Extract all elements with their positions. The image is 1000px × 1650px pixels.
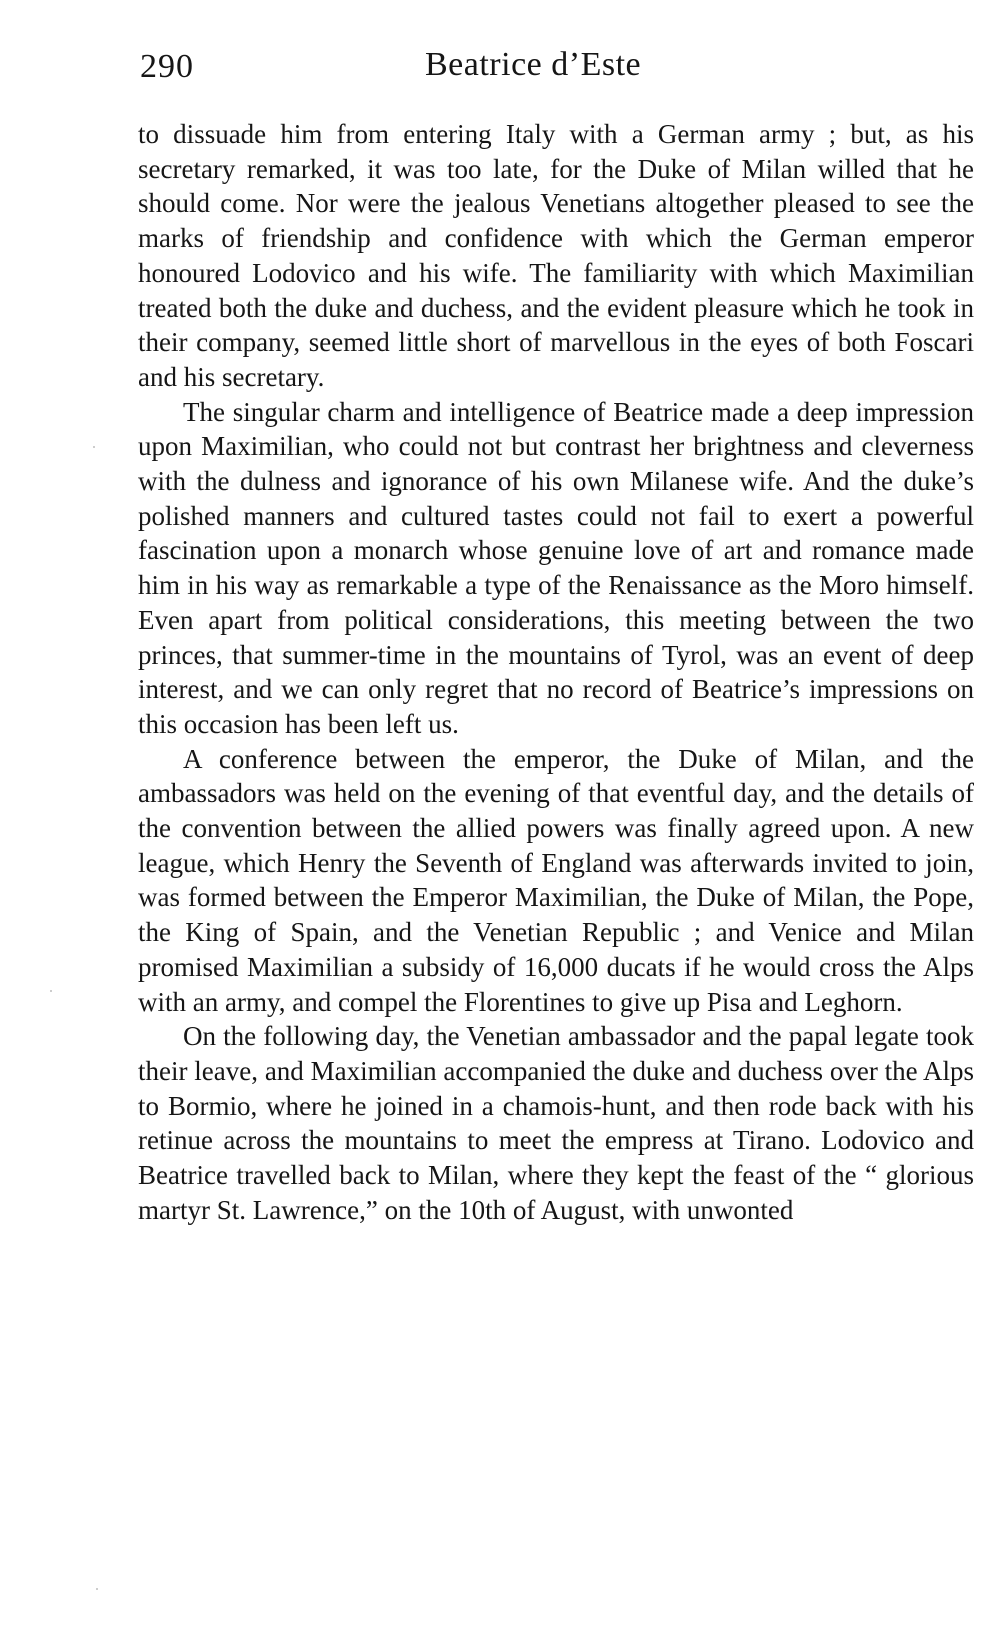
paragraph-1: to dissuade him from entering Italy with a German army ; but, as his secretary remarked, it was too late, for the Duke of Milan willed that he should come. Nor were the jealous Venetians altogether pleased to see the marks of friendship and confidence with which the German emperor honoured Lodovico and his wife. The familiarity with which Maximilian treated both the duke and duchess, and the evident pleasure which he took in their company, seemed little short of marvellous in the eyes of both Foscari and his secretary. — [138, 119, 974, 392]
paper-speck — [96, 1588, 98, 1590]
paragraph-2: The singular charm and intelligence of Beatrice made a deep impression upon Maximilian, who could not but contrast her brightness and cleverness with the dulness and ignorance of his own Milanese wife. And the duke’s polished manners and cultured tastes could not fail to exert a powerful fascination upon a monarch whose genuine love of art and romance made him in his way as remarkable a type of the Renaissance as the Moro himself. Even apart from political considerations, this meeting between the two princes, that summer-time in the mountains of Tyrol, was an event of deep interest, and we can only regret that no record of Beatrice’s impressions on this occasion has been left us. — [138, 396, 974, 739]
paragraph-4: On the following day, the Venetian ambassador and the papal legate took their leave, and Maximilian accompanied the duke and duchess over the Alps to Bormio, where he joined in a chamois-hunt, and then rode back with his retinue across the mountains to meet the empress at Tirano. Lodovico and Beatrice travelled back to Milan, where they kept the feast of the “ glorious martyr St. Lawrence,” on the 10th of August, with unwonted — [138, 1021, 974, 1225]
paragraph-3: A conference between the emperor, the Duke of Milan, and the ambassadors was held on the evening of that eventful day, and the details of the convention between the allied powers was finally agreed upon. A new league, which Henry the Seventh of England was afterwards invited to join, was formed between the Emperor Maximilian, the Duke of Milan, the Pope, the King of Spain, and the Venetian Republic ; and Venice and Milan promised Maximilian a subsidy of 16,000 ducats if he would cross the Alps with an army, and compel the Florentines to give up Pisa and Leghorn. — [138, 743, 974, 1017]
paper-speck — [93, 446, 95, 448]
running-title: Beatrice d’Este — [425, 46, 642, 83]
body-text — [138, 117, 974, 1228]
page-number: 290 — [140, 48, 194, 85]
running-head — [140, 42, 970, 92]
paper-speck — [50, 990, 52, 992]
